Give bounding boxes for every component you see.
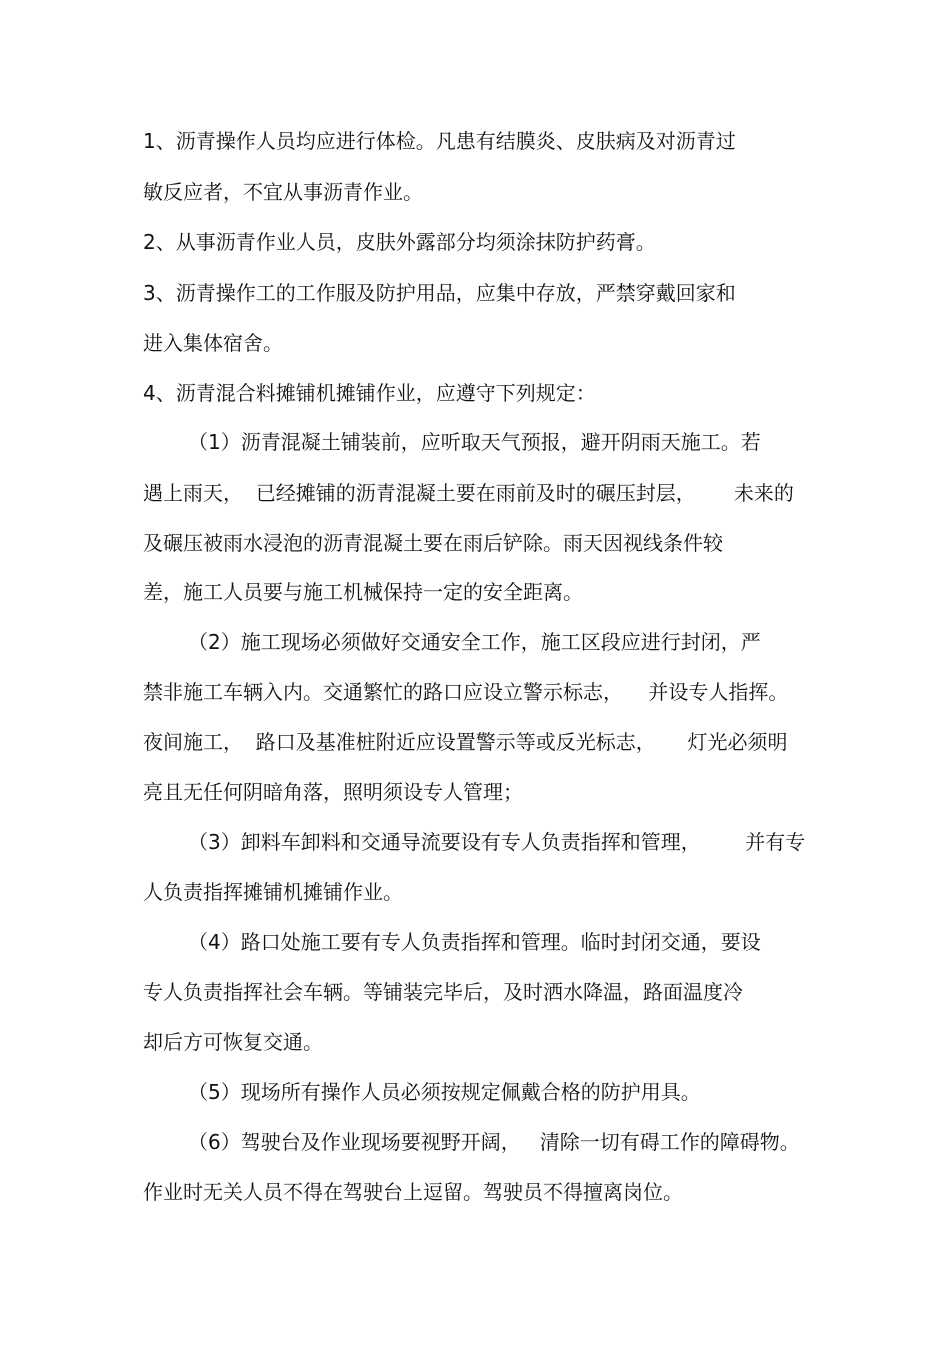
text-line: 差，施工人员要与施工机械保持一定的安全距离。 <box>143 580 583 604</box>
text-line: 遇上雨天， 已经摊铺的沥青混凝土要在雨前及时的碾压封层， 未来的 <box>143 481 794 505</box>
text-line: 敏反应者，不宜从事沥青作业。 <box>143 180 423 204</box>
text-line: 进入集体宿舍。 <box>143 331 283 355</box>
text-line: 1、沥青操作人员均应进行体检。凡患有结膜炎、皮肤病及对沥青过 <box>143 129 736 153</box>
text-line: 禁非施工车辆入内。交通繁忙的路口应设立警示标志， 并设专人指挥。 <box>143 680 789 704</box>
text-line: （6）驾驶台及作业现场要视野开阔， 清除一切有碍工作的障碍物。 <box>188 1130 800 1154</box>
text-line: 亮且无任何阴暗角落，照明须设专人管理； <box>143 780 523 804</box>
text-line: 却后方可恢复交通。 <box>143 1030 323 1054</box>
text-line: （5）现场所有操作人员必须按规定佩戴合格的防护用具。 <box>188 1080 701 1104</box>
text-line: （4）路口处施工要有专人负责指挥和管理。临时封闭交通，要设 <box>188 930 761 954</box>
text-line: （3）卸料车卸料和交通导流要设有专人负责指挥和管理， 并有专 <box>188 830 806 854</box>
text-line: 夜间施工， 路口及基准桩附近应设置警示等或反光标志， 灯光必须明 <box>143 730 788 754</box>
text-line: （2）施工现场必须做好交通安全工作，施工区段应进行封闭，严 <box>188 630 761 654</box>
text-line: 作业时无关人员不得在驾驶台上逗留。驾驶员不得擅离岗位。 <box>143 1180 683 1204</box>
text-line: 人负责指挥摊铺机摊铺作业。 <box>143 880 403 904</box>
text-line: （1）沥青混凝土铺装前，应听取天气预报，避开阴雨天施工。若 <box>188 430 761 454</box>
text-line: 及碾压被雨水浸泡的沥青混凝土要在雨后铲除。雨天因视线条件较 <box>143 531 723 555</box>
text-line: 2、从事沥青作业人员，皮肤外露部分均须涂抹防护药膏。 <box>143 230 656 254</box>
text-line: 4、沥青混合料摊铺机摊铺作业，应遵守下列规定： <box>143 381 596 405</box>
text-line: 3、沥青操作工的工作服及防护用品，应集中存放，严禁穿戴回家和 <box>143 281 736 305</box>
text-line: 专人负责指挥社会车辆。等铺装完毕后，及时洒水降温，路面温度冷 <box>143 980 743 1004</box>
